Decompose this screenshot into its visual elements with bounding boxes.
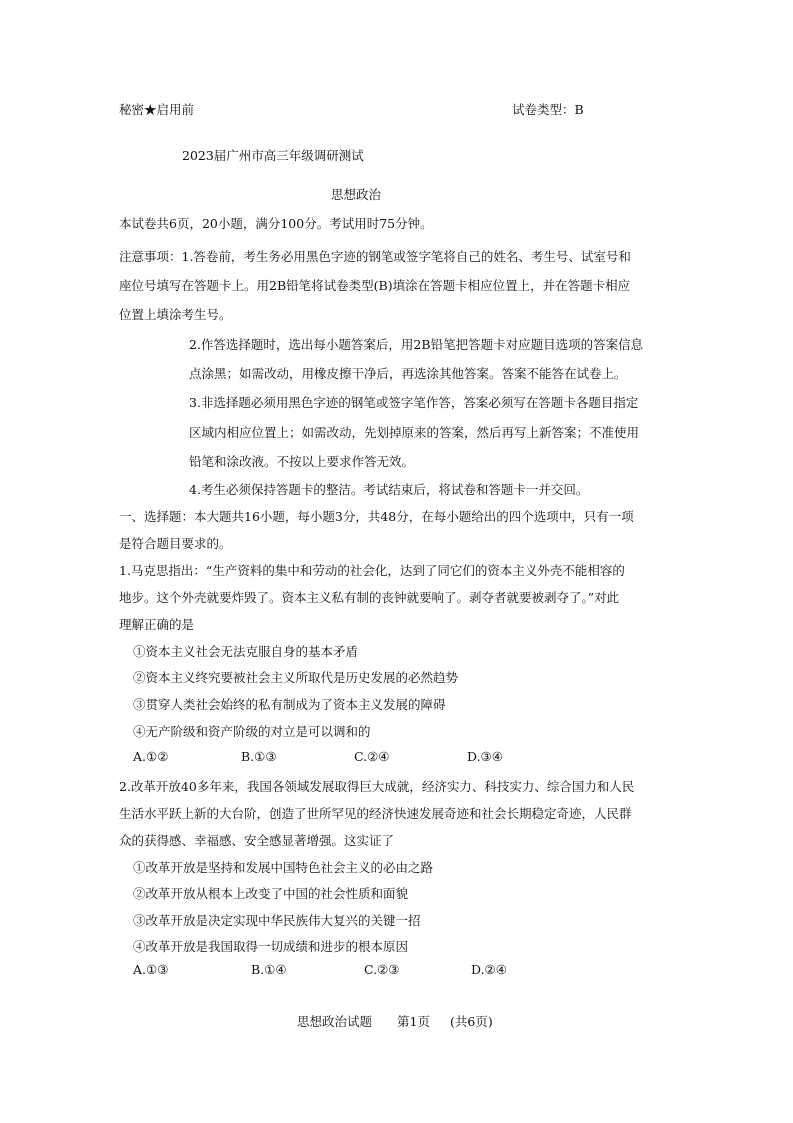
answer-choice-b: B.①③	[241, 749, 277, 764]
question-stem-line: 众的获得感、幸福感、安全感显著增强。这实证了	[119, 833, 395, 848]
question-item: ③改革开放是决定实现中华民族伟大复兴的关键一招	[133, 913, 421, 928]
answer-choice-a: A.①②	[133, 749, 169, 764]
question-item: ④无产阶级和资产阶级的对立是可以调和的	[133, 724, 371, 739]
answer-choice-a: A.①③	[133, 962, 169, 977]
question-stem-line: 理解正确的是	[119, 617, 195, 632]
answer-choice-d: D.②④	[471, 962, 507, 977]
section-heading: 是符合题目要求的。	[119, 536, 232, 551]
secret-mark: 秘密★启用前	[119, 102, 195, 117]
note-1-line: 位置上填涂考生号。	[119, 307, 232, 322]
question-stem-line: 2.改革开放40多年来，我国各领域发展取得巨大成就，经济实力、科技实力、综合国力和人民	[119, 779, 635, 794]
question-stem-line: 1.马克思指出：“生产资料的集中和劳动的社会化，达到了同它们的资本主义外壳不能相容的	[119, 563, 625, 578]
question-item: ②资本主义终究要被社会主义所取代是历史发展的必然趋势	[133, 670, 459, 685]
question-item: ④改革开放是我国取得一切成绩和进步的根本原因	[133, 939, 409, 954]
note-1-line: 座位号填写在答题卡上。用2B铅笔将试卷类型(B)填涂在答题卡相应位置上，并在答题卡相应	[119, 278, 631, 293]
answer-choice-b: B.①④	[251, 962, 287, 977]
note-2-line: 点涂黑；如需改动，用橡皮擦干净后，再选涂其他答案。答案不能答在试卷上。	[189, 366, 627, 381]
question-stem-line: 生活水平跃上新的大台阶，创造了世所罕见的经济快速发展奇迹和社会长期稳定奇迹，人民群	[119, 806, 632, 821]
intro-text: 本试卷共6页，20小题，满分100分。考试用时75分钟。	[119, 216, 433, 231]
note-4-line: 4.考生必须保持答题卡的整洁。考试结束后，将试卷和答题卡一并交回。	[189, 482, 589, 497]
footer-page-number: 第1页	[397, 1014, 430, 1029]
note-1-line: 注意事项：1.答卷前，考生务必用黑色字迹的钢笔或签字笔将自己的姓名、考生号、试室号和	[119, 249, 631, 264]
paper-type: 试卷类型：B	[512, 102, 584, 117]
answer-choice-c: C.②③	[364, 962, 400, 977]
note-3-line: 铅笔和涂改液。不按以上要求作答无效。	[189, 454, 415, 469]
exam-title: 2023届广州市高三年级调研测试	[182, 148, 364, 163]
footer-total-pages: (共6页)	[450, 1014, 493, 1029]
question-stem-line: 地步。这个外壳就要炸毁了。资本主义私有制的丧钟就要响了。剥夺者就要被剥夺了。”对此	[119, 590, 620, 605]
question-item: ①资本主义社会无法克服自身的基本矛盾	[133, 644, 359, 659]
question-item: ③贯穿人类社会始终的私有制成为了资本主义发展的障碍	[133, 697, 446, 712]
question-item: ②改革开放从根本上改变了中国的社会性质和面貌	[133, 886, 409, 901]
footer-subject: 思想政治试题	[297, 1014, 373, 1029]
answer-choice-d: D.③④	[467, 749, 503, 764]
note-3-line: 3.非选择题必须用黑色字迹的钢笔或签字笔作答，答案必须写在答题卡各题目指定	[189, 395, 639, 410]
section-heading: 一、选择题：本大题共16小题，每小题3分，共48分，在每小题给出的四个选项中，只有一项	[119, 509, 634, 524]
subject-title: 思想政治	[331, 187, 382, 202]
note-3-line: 区域内相应位置上；如需改动，先划掉原来的答案，然后再写上新答案；不准使用	[189, 425, 640, 440]
answer-choice-c: C.②④	[354, 749, 390, 764]
note-2-line: 2.作答选择题时，选出每小题答案后，用2B铅笔把答题卡对应题目选项的答案信息	[189, 337, 644, 352]
question-item: ①改革开放是坚持和发展中国特色社会主义的必由之路	[133, 860, 434, 875]
